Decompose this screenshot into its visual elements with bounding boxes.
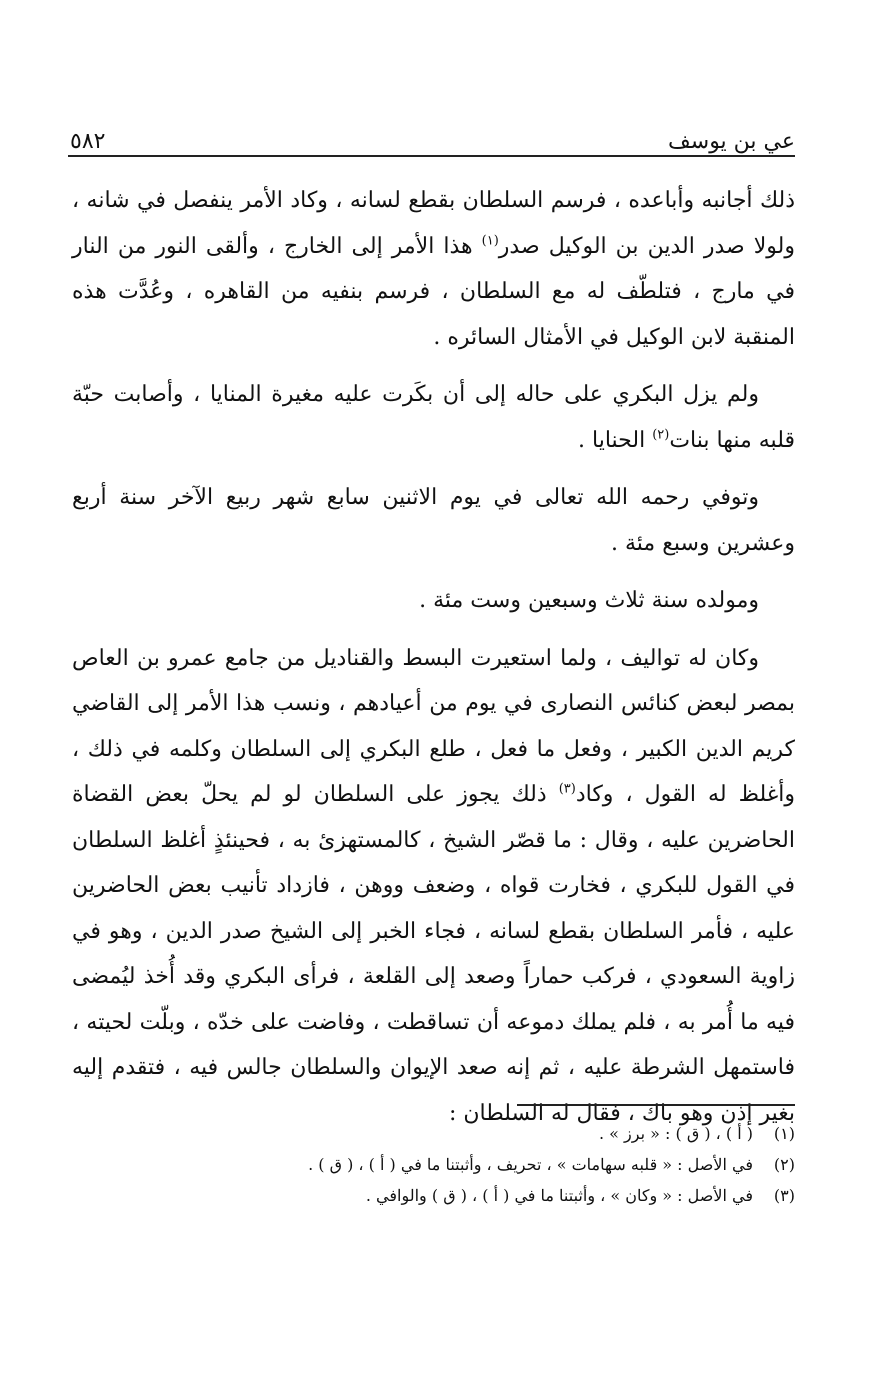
footnote-number: (٢)	[773, 1155, 795, 1174]
footnote-rule	[517, 1104, 795, 1106]
paragraph-text: وكان له تواليف ، ولما استعيرت البسط والقناديل من جامع عمرو بن العاص بمصر لبعض كنائس النصارى في يوم من أعيادهم ، ونسب هذا الأمر إلى القاضي كريم الدين الكبير ، وفعل ما فعل ، طلع البكري إلى السلطان وكلمه في ذلك ، وأغلظ له القول ، وكاد	[72, 645, 795, 807]
paragraph: وتوفي رحمه الله تعالى في يوم الاثنين سابع شهر ربيع الآخر سنة أربع وعشرين وسبع مئة .	[72, 485, 795, 556]
running-header	[70, 118, 795, 154]
paragraph	[72, 178, 795, 360]
footnote-ref: (٣)	[558, 781, 576, 797]
footnote-text: في الأصل : « وكان » ، وأثبتنا ما في ( أ ) ، ( ق ) والوافي .	[365, 1186, 753, 1205]
footnotes	[72, 1118, 795, 1211]
footnote	[72, 1118, 795, 1149]
main-text	[72, 178, 795, 1136]
paragraph-text: ذلك أجانبه وأباعده ، فرسم السلطان بقطع لسانه ، وكاد الأمر ينفصل في شانه ، ولولا صدر الدين بن الوكيل صدر	[72, 188, 795, 259]
footnote-number: (٣)	[773, 1186, 795, 1205]
page-number: ٥٨٢	[70, 129, 106, 154]
running-title: عي بن يوسف	[667, 129, 795, 154]
footnote-ref: (٢)	[652, 427, 670, 443]
paragraph	[72, 636, 795, 1137]
header-rule	[68, 155, 795, 157]
paragraph-text: الحنايا .	[578, 427, 653, 453]
footnote	[72, 1180, 795, 1211]
footnote-number: (١)	[773, 1124, 795, 1143]
paragraph-text: ولم يزل البكري على حاله إلى أن بكَرت عليه مغيرة المنايا ، وأصابت حبّة قلبه منها بنات	[72, 382, 795, 453]
footnote-text: في الأصل : « قلبه سهامات » ، تحريف ، وأثبتنا ما في ( أ ) ، ( ق ) .	[308, 1155, 753, 1174]
footnote	[72, 1149, 795, 1180]
footnote-text: ( أ ) ، ( ق ) : « برز » .	[599, 1124, 753, 1143]
paragraph-text: هذا الأمر إلى الخارج ، وألقى النور من النار في مارج ، فتلطّف له مع السلطان ، فرسم بنفيه من القاهره ، وعُدَّت هذه المنقبة لابن الوكيل في الأمثال السائره .	[72, 233, 795, 350]
paragraph-text: ذلك يجوز على السلطان لو لم يحلّ بعض القضاة الحاضرين عليه ، وقال : ما قصّر الشيخ ، كالمستهزئ به ، فحينئذٍ أغلظ السلطان في القول للبكري ، فخارت قواه ، وضعف ووهن ، فازداد تأنيب بعض الحاضرين عليه ، فأمر السلطان بقطع لسانه ، فجاء الخبر إلى الشيخ صدر الدين ، وهو في زاوية السعودي ، فركب حماراً وصعد إلى القلعة ، فرأى البكري وقد أُخذ ليُمضى فيه ما أُمر به ، فلم يملك دموعه أن تساقطت ، وفاضت على خدّه ، وبلّت لحيته ، فاستمهل الشرطة عليه ، ثم إنه صعد الإيوان والسلطان جالس فيه ، فتقدم إليه بغير إذن وهو باك ، فقال له السلطان :	[72, 782, 795, 1126]
footnote-ref: (١)	[481, 233, 499, 249]
paragraph	[72, 372, 795, 463]
paragraph: ومولده سنة ثلاث وسبعين وست مئة .	[419, 588, 759, 613]
